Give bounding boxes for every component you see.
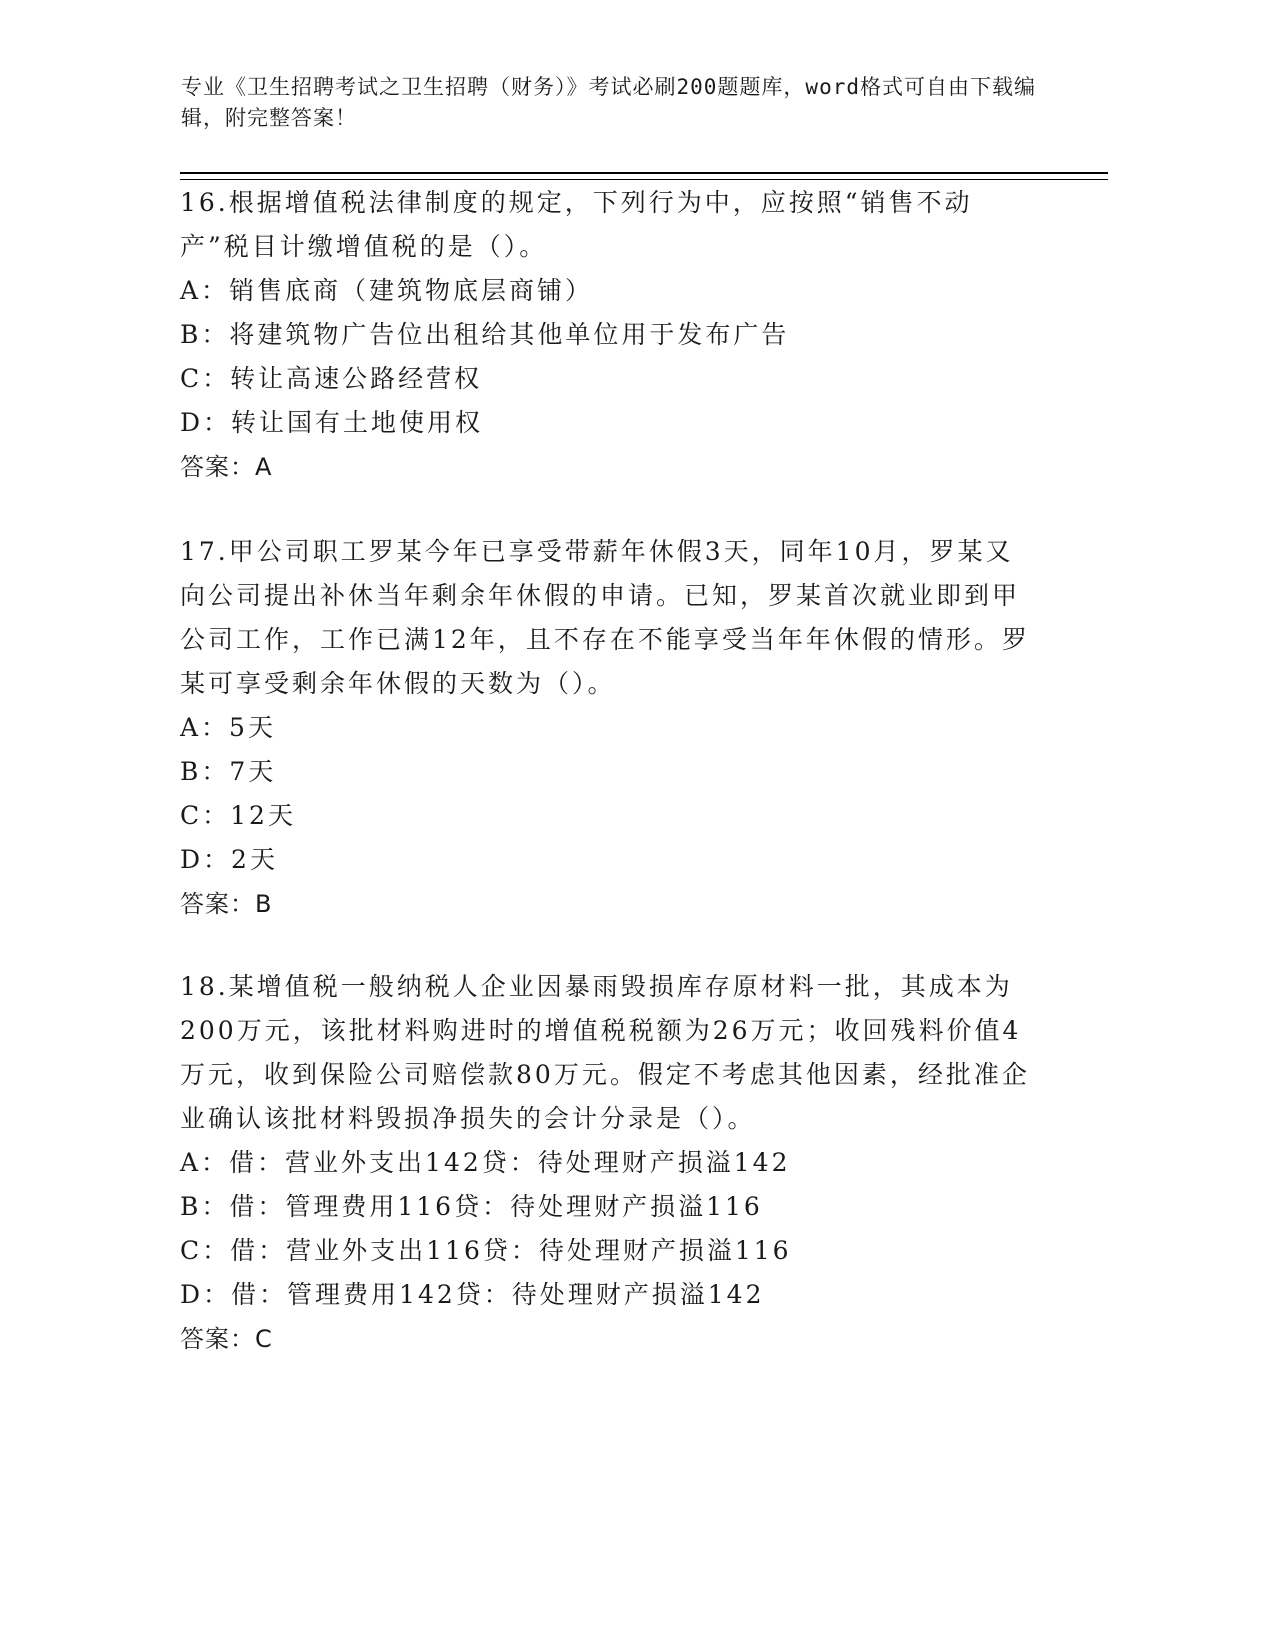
question-stem: 17.甲公司职工罗某今年已享受带薪年休假3天，同年10月，罗某又向公司提出补休当年剩余年休假的申请。已知，罗某首次就业即到甲公司工作，工作已满12年，且不存在不能享受当年年休假的情形。罗某可享受剩余年休假的天数为（）。 — [180, 537, 1030, 698]
option-a: A：借：营业外支出142贷：待处理财产损溢142 — [180, 1148, 791, 1177]
option-c: C：借：营业外支出116贷：待处理财产损溢116 — [180, 1236, 792, 1265]
answer: 答案：A — [180, 453, 273, 481]
option-d: D：转让国有土地使用权 — [180, 408, 484, 437]
document-header: 专业《卫生招聘考试之卫生招聘（财务）》考试必刷200题题库，word格式可自由下载编辑，附完整答案！ — [181, 75, 1036, 130]
question-18 — [180, 965, 1030, 1361]
option-c: C：转让高速公路经营权 — [180, 364, 483, 393]
option-b: B：将建筑物广告位出租给其他单位用于发布广告 — [180, 320, 790, 349]
option-d: D：借：管理费用142贷：待处理财产损溢142 — [180, 1280, 765, 1309]
option-d: D：2天 — [180, 845, 278, 874]
option-c: C：12天 — [180, 801, 296, 830]
option-a: A：销售底商（建筑物底层商铺） — [180, 276, 594, 305]
answer: 答案：C — [180, 1325, 273, 1353]
question-stem: 16.根据增值税法律制度的规定，下列行为中，应按照“销售不动产”税目计缴增值税的是（）。 — [180, 188, 973, 261]
header-divider-thin — [180, 179, 1108, 180]
question-16 — [180, 181, 1030, 489]
header-divider-thick — [180, 172, 1108, 174]
question-17 — [180, 530, 1030, 926]
option-a: A：5天 — [180, 713, 276, 742]
answer: 答案：B — [180, 890, 273, 918]
option-b: B：7天 — [180, 757, 277, 786]
option-b: B：借：管理费用116贷：待处理财产损溢116 — [180, 1192, 763, 1221]
question-stem: 18.某增值税一般纳税人企业因暴雨毁损库存原材料一批，其成本为200万元，该批材料购进时的增值税税额为26万元；收回残料价值4万元，收到保险公司赔偿款80万元。假定不考虑其他因素，经批准企业确认该批材料毁损净损失的会计分录是（）。 — [180, 972, 1030, 1133]
